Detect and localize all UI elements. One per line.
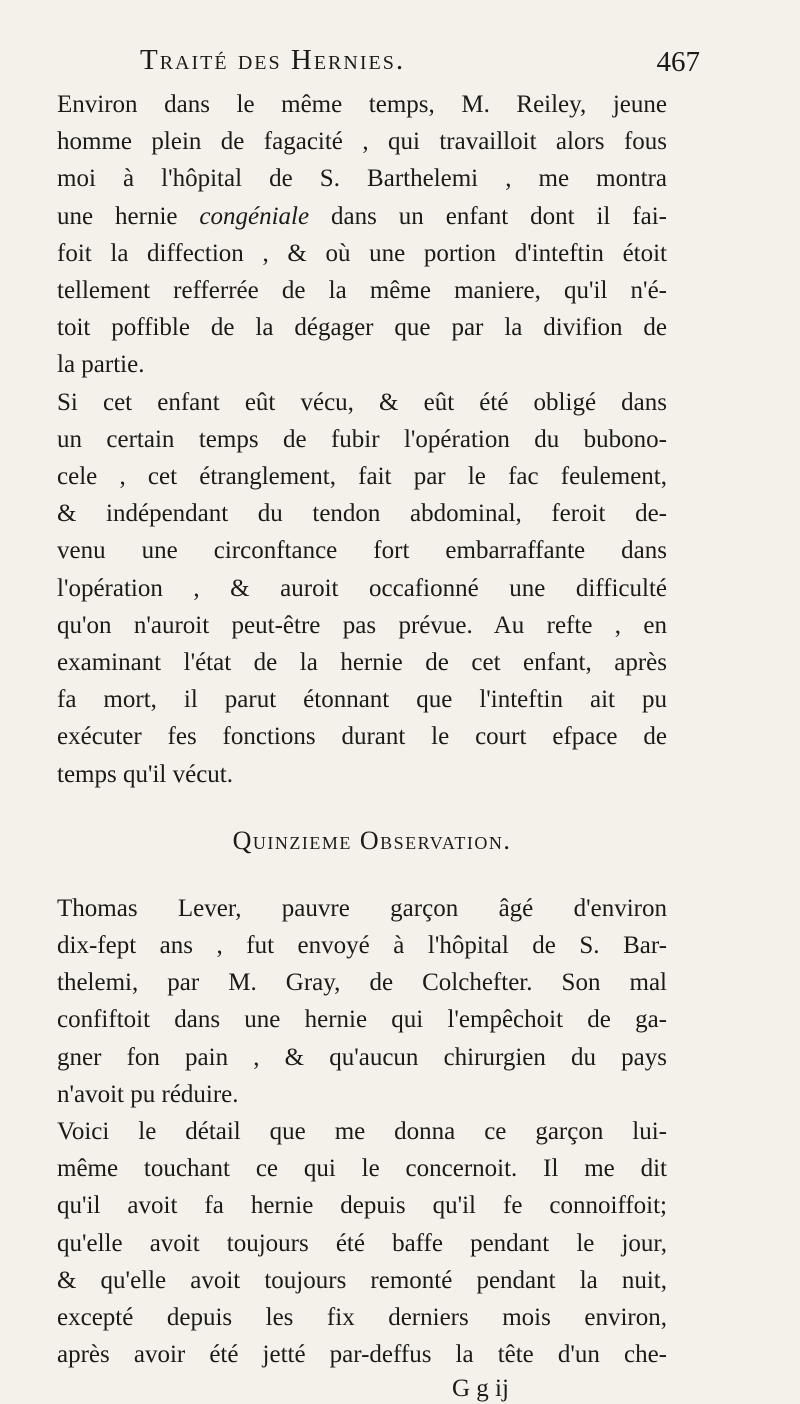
signature-mark: G g ij (452, 1374, 509, 1402)
text-line: & qu'elle avoit toujours remonté pendant la nuit, (57, 1266, 667, 1294)
text-line: fa mort, il parut étonnant que l'inteftin ait pu (57, 686, 667, 714)
section-heading: Quinzieme Observation. (232, 825, 512, 855)
text-line: qu'elle avoit toujours été baffe pendant le jour, (57, 1229, 667, 1257)
text-line: n'avoit pu réduire. (57, 1080, 239, 1108)
page-header (140, 44, 700, 92)
page-number: 467 (656, 46, 700, 78)
text-line: venu une circonftance fort embarraffante dans (57, 537, 667, 565)
text-line: qu'il avoit fa hernie depuis qu'il fe connoiffoit; (57, 1192, 667, 1220)
text-line: thelemi, par M. Gray, de Colchefter. Son mal (57, 969, 667, 997)
text-line: homme plein de fagacité , qui travailloit alors fous (57, 128, 667, 156)
text-line: la partie. (57, 351, 145, 379)
text-line: & indépendant du tendon abdominal, feroit de- (57, 500, 667, 528)
text-line: moi à l'hôpital de S. Barthelemi , me montra (57, 165, 667, 193)
text-line: Thomas Lever, pauvre garçon âgé d'environ (57, 894, 667, 922)
italic-term: congéniale (199, 202, 310, 230)
text-line: examinant l'état de la hernie de cet enfant, après (57, 649, 667, 677)
paragraph-2 (57, 384, 667, 793)
text-line: Voici le détail que me donna ce garçon lui- (57, 1118, 667, 1146)
paragraph-1 (57, 86, 667, 384)
body-text (57, 86, 667, 1404)
text-line: temps qu'il vécut. (57, 760, 234, 788)
text-line: une hernie congéniale dans un enfant dont il fai- (57, 202, 667, 230)
text-line: Si cet enfant eût vécu, & eût été obligé dans (57, 388, 667, 416)
text-line: dix-fept ans , fut envoyé à l'hôpital de S. Bar- (57, 932, 667, 960)
text-line: qu'on n'auroit peut-être pas prévue. Au refte , en (57, 611, 667, 639)
paragraph-4 (57, 1113, 667, 1373)
text-line: toit poffible de la dégager que par la divifion de (57, 314, 667, 342)
text-line: excepté depuis les fix derniers mois environ, (57, 1304, 667, 1332)
text-line: Environ dans le même temps, M. Reiley, jeune (57, 91, 667, 118)
running-title: Traité des Hernies. (140, 44, 406, 76)
text-line: exécuter fes fonctions durant le court efpace de (57, 723, 667, 751)
text-line: l'opération , & auroit occafionné une difficulté (57, 574, 667, 602)
text-line: un certain temps de fubir l'opération du bubono- (57, 425, 667, 453)
text-line: confiftoit dans une hernie qui l'empêchoit de ga- (57, 1006, 667, 1034)
text-line: foit la diffection , & où une portion d'inteftin étoit (57, 239, 667, 267)
text-line: tellement refferrée de la même maniere, qu'il n'é- (57, 277, 667, 305)
text-line: même touchant ce qui le concernoit. Il me dit (57, 1155, 667, 1183)
text-line: cele , cet étranglement, fait par le fac feulement, (57, 463, 667, 491)
text-line: après avoir été jetté par-deffus la tête d'un che- (57, 1341, 667, 1369)
text-line: gner fon pain , & qu'aucun chirurgien du pays (57, 1043, 667, 1071)
paragraph-3 (57, 890, 667, 1113)
